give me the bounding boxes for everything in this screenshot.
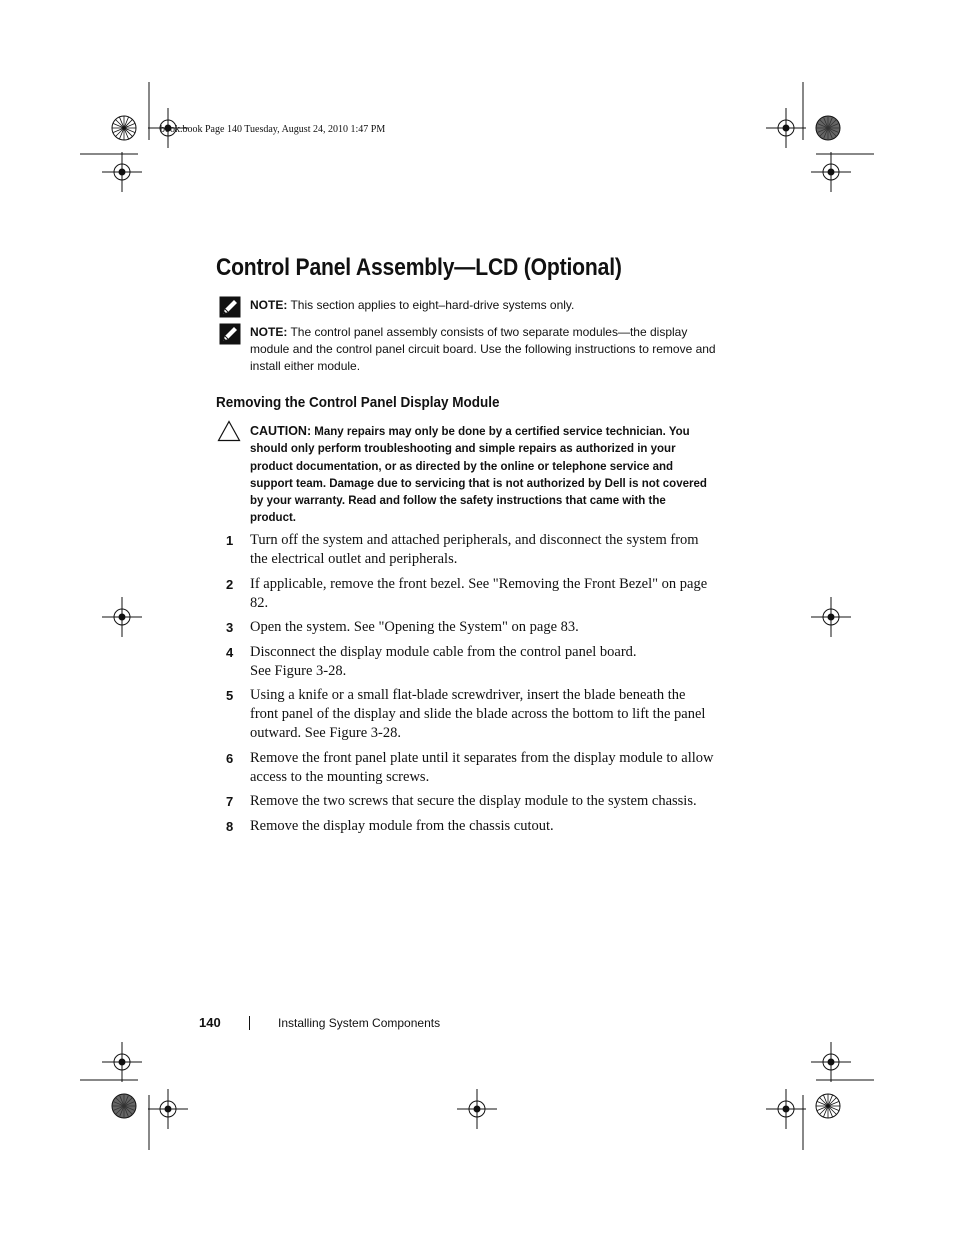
step-6 [216,749,716,787]
note-eight-drive [250,297,720,314]
step-1 [216,531,716,569]
section-heading: Removing the Control Panel Display Module [216,394,500,411]
step-number: 5 [226,688,234,703]
footer-divider [249,1016,250,1030]
step-number: 1 [226,533,234,548]
step-8 [216,817,716,836]
step-5 [216,686,716,743]
note-body: This section applies to eight–hard-drive systems only. [287,298,575,312]
registration-mark-icon [119,1059,125,1065]
note-two-modules [250,324,720,375]
note-pencil-icon [219,323,241,345]
registration-mark-icon [119,169,125,175]
header-slug: book.book Page 140 Tuesday, August 24, 2010 1:47 PM [160,124,386,135]
step-number: 7 [226,794,234,809]
step-text: If applicable, remove the front bezel. See "Removing the Front Bezel" on page 82. [250,575,708,611]
page-title: Control Panel Assembly—LCD (Optional) [216,254,622,281]
step-text: Open the system. See "Opening the System" on page 83. [250,619,579,635]
registration-mark-icon [783,1106,789,1112]
step-text: Remove the two screws that secure the display module to the system chassis. [250,793,697,809]
registration-mark-icon [828,1059,834,1065]
step-number: 2 [226,576,234,592]
caution-text [250,423,712,528]
registration-mark-icon [828,169,834,175]
step-text: Disconnect the display module cable from the control panel board. See Figure 3-28. [250,643,637,679]
note-pencil-icon [219,296,241,318]
step-text: Using a knife or a small flat-blade screwdriver, insert the blade beneath the front panel of the display and slide the blade across the bottom to lift the panel outward. See Figure 3-28. [250,687,706,741]
registration-mark-icon [783,125,789,131]
step-3 [216,618,716,637]
caution-body: Many repairs may only be done by a certified service technician. You should only perform troubleshooting and simple repairs as authorized in your product documentation, or as directed by the online or telephone service and support team. Damage due to servicing that is not authorized by Dell is not covered by your warranty. Read and follow the safety instructions that came with the product. [250,426,707,525]
step-number: 4 [226,644,234,660]
caution-label: CAUTION: [250,424,312,438]
note-label: NOTE: [250,325,288,339]
step-number: 6 [226,750,234,766]
note-body: The control panel assembly consists of two separate modules—the display module and the control panel circuit board. Use the following instructions to remove and install either module. [250,325,716,373]
step-4 [216,643,716,681]
step-number: 8 [226,818,234,834]
registration-mark-icon [828,614,834,620]
page-number: 140 [199,1015,221,1030]
step-7 [216,792,716,811]
registration-mark-icon [119,614,125,620]
registration-mark-icon [474,1106,480,1112]
step-2 [216,575,716,613]
step-text: Remove the display module from the chassis cutout. [250,817,554,834]
note-label: NOTE: [250,298,288,312]
step-text: Turn off the system and attached peripherals, and disconnect the system from the electrical outlet and peripherals. [250,532,699,567]
step-number: 3 [226,620,234,635]
caution-triangle-icon [217,420,241,442]
registration-mark-icon [165,1106,171,1112]
step-text: Remove the front panel plate until it separates from the display module to allow access to the mounting screws. [250,749,714,785]
procedure-steps [216,531,716,841]
footer-section-name: Installing System Components [278,1016,441,1030]
